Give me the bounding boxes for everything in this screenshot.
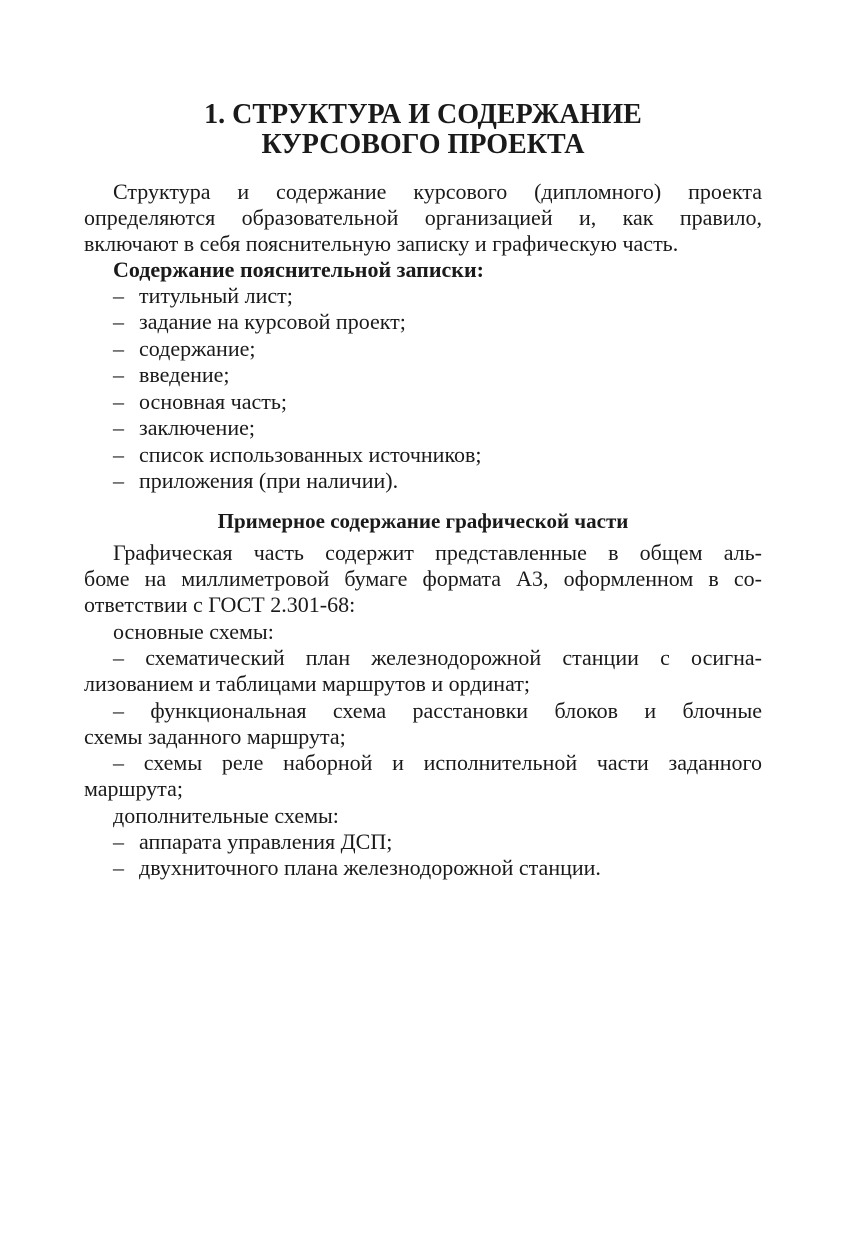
dash-marker: – xyxy=(113,336,124,361)
note-list-item xyxy=(84,336,762,362)
title-line-1: 1. СТРУКТУРА И СОДЕРЖАНИЕ xyxy=(204,99,642,130)
dash-marker: – xyxy=(113,283,124,308)
note-list-item xyxy=(84,389,762,415)
dash-marker: – xyxy=(113,855,124,880)
dash-marker: – xyxy=(113,829,124,854)
note-item-text: титульный лист; xyxy=(139,283,293,308)
extra-list-item xyxy=(84,855,762,881)
main-schemes-label: основные схемы: xyxy=(113,619,274,644)
extra-list-item xyxy=(84,829,762,855)
graphic-para-line-1: Графическая часть содержит представленные в общем аль- xyxy=(113,540,762,565)
dash-marker: – xyxy=(113,415,124,440)
note-list-item xyxy=(84,283,762,309)
extra-item-text: двухниточного плана железнодорожной станции. xyxy=(139,855,601,880)
graphic-para-line-2: боме на миллиметровой бумаге формата А3, оформленном в со- xyxy=(84,566,762,591)
note-list-item xyxy=(84,442,762,468)
note-item-text: список использованных источников; xyxy=(139,442,482,467)
page-title xyxy=(84,100,762,160)
main-item-2-line-2: схемы заданного маршрута; xyxy=(84,724,346,749)
extra-item-text: аппарата управления ДСП; xyxy=(139,829,393,854)
note-item-text: задание на курсовой проект; xyxy=(139,309,406,334)
title-line-2: КУРСОВОГО ПРОЕКТА xyxy=(261,129,585,160)
note-item-text: введение; xyxy=(139,362,230,387)
note-item-text: заключение; xyxy=(139,415,255,440)
note-list-item xyxy=(84,309,762,335)
note-list-item xyxy=(84,415,762,441)
dash-marker: – xyxy=(113,442,124,467)
intro-line-1: Структура и содержание курсового (дипломного) проекта xyxy=(113,179,762,204)
note-list-item xyxy=(84,362,762,388)
note-heading: Содержание пояснительной записки: xyxy=(113,257,484,282)
note-item-text: приложения (при наличии). xyxy=(139,468,399,493)
extra-schemes-label: дополнительные схемы: xyxy=(113,803,339,828)
main-item-1-line-2: лизованием и таблицами маршрутов и ординат; xyxy=(84,671,531,696)
graphic-para-line-3: ответствии с ГОСТ 2.301-68: xyxy=(84,592,356,617)
main-item-1-line-1: – схематический план железнодорожной станции с осигна- xyxy=(113,645,762,670)
main-item-2-line-1: – функциональная схема расстановки блоков и блочные xyxy=(113,698,762,723)
intro-line-2: определяются образовательной организацией и, как правило, xyxy=(84,205,762,230)
graphic-heading: Примерное содержание графической части xyxy=(217,509,629,533)
dash-marker: – xyxy=(113,468,124,493)
dash-marker: – xyxy=(113,362,124,387)
note-item-text: основная часть; xyxy=(139,389,287,414)
main-item-3-line-1: – схемы реле наборной и исполнительной части заданного xyxy=(113,750,762,775)
note-list-item xyxy=(84,468,762,494)
dash-marker: – xyxy=(113,309,124,334)
main-item-3-line-2: маршрута; xyxy=(84,776,183,801)
dash-marker: – xyxy=(113,389,124,414)
intro-line-3: включают в себя пояснительную записку и графическую часть. xyxy=(84,231,679,256)
note-item-text: содержание; xyxy=(139,336,256,361)
